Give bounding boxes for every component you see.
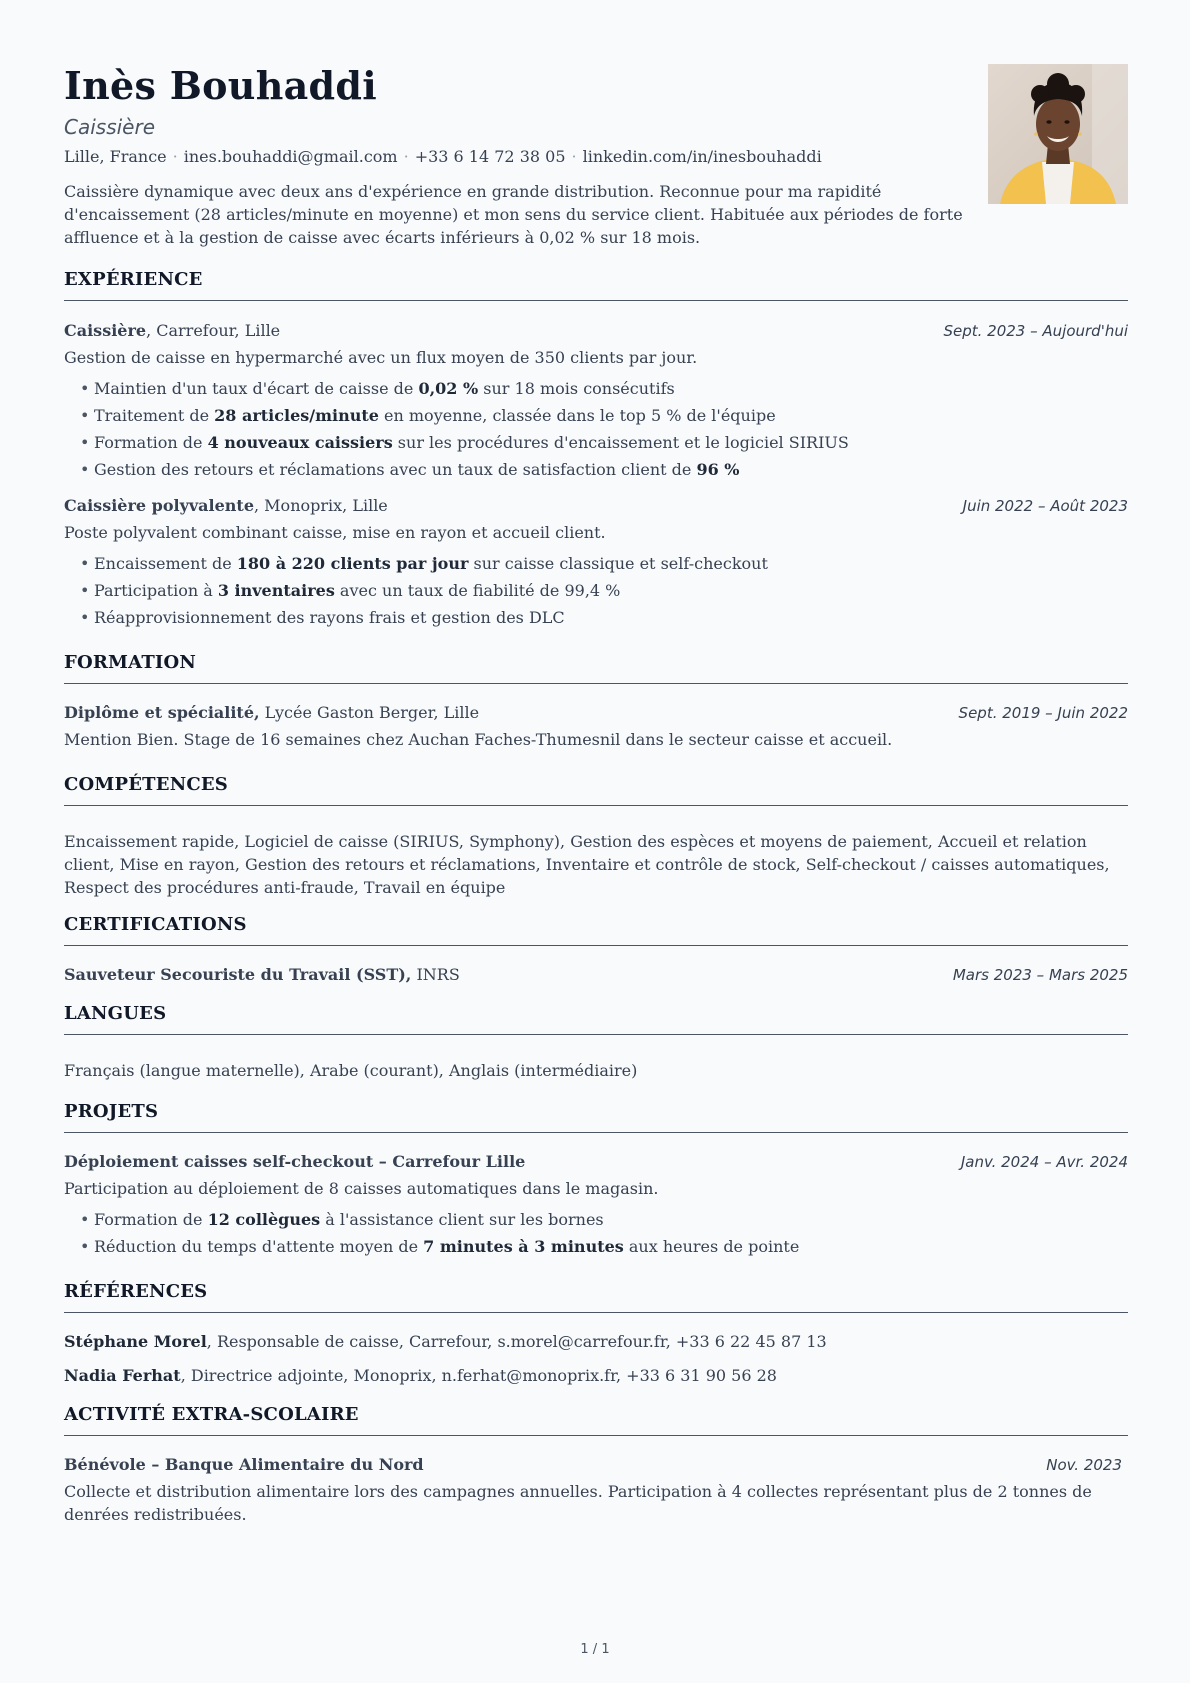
experience-entry (64, 493, 1128, 631)
contact-location: Lille, France (64, 147, 167, 166)
candidate-title: Caissière (64, 115, 156, 139)
contact-separator: · (172, 147, 178, 166)
entry-date: Janv. 2024 – Avr. 2024 (960, 1153, 1128, 1171)
entry-org: INRS (411, 965, 460, 984)
candidate-name: Inès Bouhaddi (64, 63, 378, 108)
entry-org: , Carrefour, Lille (146, 321, 281, 340)
section-title: COMPÉTENCES (64, 773, 1128, 806)
entry-date: Sept. 2019 – Juin 2022 (958, 704, 1128, 722)
list-item: • Maintien d'un taux d'écart de caisse de 0,02 % sur 18 mois consécutifs (94, 375, 1128, 402)
section-certifications (64, 913, 1128, 988)
entry-heading (64, 962, 460, 988)
experience-entry (64, 318, 1128, 483)
section-title: CERTIFICATIONS (64, 913, 1128, 946)
list-item: • Réapprovisionnement des rayons frais et gestion des DLC (94, 604, 1128, 631)
entry-role: Bénévole – Banque Alimentaire du Nord (64, 1455, 424, 1474)
section-experience (64, 268, 1128, 631)
entry-role: Sauveteur Secouriste du Travail (SST), (64, 965, 412, 984)
entry-header (64, 1452, 1128, 1478)
languages-text: Français (langue maternelle), Arabe (courant), Anglais (intermédiaire) (64, 1061, 638, 1080)
contact-email[interactable]: ines.bouhaddi@gmail.com (183, 147, 398, 166)
entry-header (64, 962, 1128, 988)
resume-header (64, 60, 1128, 248)
entry-role: Diplôme et spécialité, (64, 703, 260, 722)
reference-item (64, 1329, 1128, 1355)
entry-header (64, 318, 1128, 344)
skills-text: Encaissement rapide, Logiciel de caisse (SIRIUS, Symphony), Gestion des espèces et moyens de paiement, Accueil et relation client, Mise en rayon, Gestion des retours et réclamations, Inventaire et contrôle de stock, Self-checkout / caisses automatiques, Respect des procédures anti-fraude, Travail en équipe (64, 832, 1110, 897)
section-title: LANGUES (64, 1002, 1128, 1035)
education-entry (64, 700, 1128, 751)
section-langues (64, 1002, 1128, 1082)
entry-heading (64, 493, 388, 519)
section-projets (64, 1100, 1128, 1260)
project-entry (64, 1149, 1128, 1260)
entry-header (64, 700, 1128, 726)
entry-header (64, 493, 1128, 519)
entry-role: Caissière polyvalente (64, 496, 254, 515)
certification-entry (64, 962, 1128, 988)
entry-date: Nov. 2023 (1046, 1456, 1122, 1474)
entry-bullets (64, 375, 1128, 483)
page-number: 1 / 1 (580, 1642, 610, 1657)
section-competences (64, 773, 1128, 899)
entry-date: Mars 2023 – Mars 2025 (952, 966, 1128, 984)
entry-description: Mention Bien. Stage de 16 semaines chez Auchan Faches-Thumesnil dans le secteur caisse et accueil. (64, 730, 893, 749)
entry-bullets (64, 550, 1128, 631)
entry-description: Poste polyvalent combinant caisse, mise en rayon et accueil client. (64, 523, 606, 542)
list-item: • Participation à 3 inventaires avec un taux de fiabilité de 99,4 % (94, 577, 1128, 604)
reference-details: , Responsable de caisse, Carrefour, s.morel@carrefour.fr, +33 6 22 45 87 13 (206, 1332, 827, 1351)
section-title: ACTIVITÉ EXTRA-SCOLAIRE (64, 1403, 1128, 1436)
reference-details: , Directrice adjointe, Monoprix, n.ferhat@monoprix.fr, +33 6 31 90 56 28 (180, 1366, 777, 1385)
entry-heading (64, 318, 280, 344)
entry-org: Lycée Gaston Berger, Lille (259, 703, 480, 722)
reference-name: Stéphane Morel (64, 1332, 207, 1351)
entry-bullets (64, 1206, 1128, 1260)
section-title: RÉFÉRENCES (64, 1280, 1128, 1313)
list-item: • Réduction du temps d'attente moyen de 7 minutes à 3 minutes aux heures de pointe (94, 1233, 1128, 1260)
section-extra (64, 1403, 1128, 1526)
section-title: FORMATION (64, 651, 1128, 684)
extracurricular-entry (64, 1452, 1128, 1526)
contact-separator: · (571, 147, 577, 166)
entry-description: Gestion de caisse en hypermarché avec un flux moyen de 350 clients par jour. (64, 348, 698, 367)
list-item: • Traitement de 28 articles/minute en moyenne, classée dans le top 5 % de l'équipe (94, 402, 1128, 429)
entry-heading (64, 700, 479, 726)
contact-linkedin[interactable]: linkedin.com/in/inesbouhaddi (582, 147, 822, 166)
section-title: PROJETS (64, 1100, 1128, 1133)
entry-role: Caissière (64, 321, 147, 340)
reference-item (64, 1363, 1128, 1389)
resume-content (64, 60, 1128, 1526)
entry-date: Juin 2022 – Août 2023 (962, 497, 1128, 515)
portrait-illustration (988, 64, 1128, 204)
contact-line (64, 144, 1128, 170)
contact-separator: · (403, 147, 409, 166)
profile-photo (988, 64, 1128, 204)
entry-date: Sept. 2023 – Aujourd'hui (943, 322, 1128, 340)
section-references (64, 1280, 1128, 1389)
entry-description: Collecte et distribution alimentaire lors des campagnes annuelles. Participation à 4 collectes représentant plus de 2 tonnes de denrées redistribuées. (64, 1482, 1092, 1524)
list-item: • Formation de 12 collègues à l'assistance client sur les bornes (94, 1206, 1128, 1233)
contact-phone[interactable]: +33 6 14 72 38 05 (414, 147, 566, 166)
entry-description: Participation au déploiement de 8 caisses automatiques dans le magasin. (64, 1179, 659, 1198)
entry-role: Déploiement caisses self-checkout – Carrefour Lille (64, 1152, 526, 1171)
list-item: • Gestion des retours et réclamations avec un taux de satisfaction client de 96 % (94, 456, 1128, 483)
section-title: EXPÉRIENCE (64, 268, 1128, 301)
entry-header (64, 1149, 1128, 1175)
entry-org: , Monoprix, Lille (254, 496, 388, 515)
profile-summary: Caissière dynamique avec deux ans d'expérience en grande distribution. Reconnue pour ma rapidité d'encaissement (28 articles/minute en moyenne) et mon sens du service client. Habituée aux périodes de forte affluence et à la gestion de caisse avec écarts inférieurs à 0,02 % sur 18 mois. (64, 182, 963, 247)
list-item: • Formation de 4 nouveaux caissiers sur les procédures d'encaissement et le logiciel SIRIUS (94, 429, 1128, 456)
list-item: • Encaissement de 180 à 220 clients par jour sur caisse classique et self-checkout (94, 550, 1128, 577)
reference-name: Nadia Ferhat (64, 1366, 181, 1385)
section-formation (64, 651, 1128, 751)
